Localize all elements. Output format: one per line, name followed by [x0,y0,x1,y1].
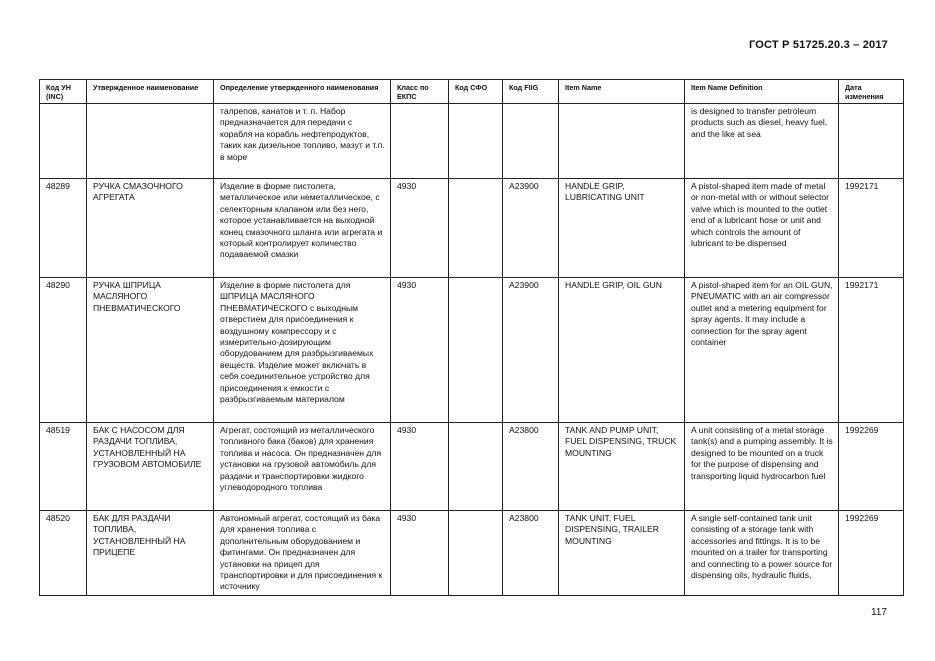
cell-definition-ru: Изделие в форме пистолета, металлическое или неметаллическое, с селекторным клапаном или без него, которое устанавливается на выходной конец смазочного шланга или агрегата и который контролирует количество подаваемой смазки [214,179,391,278]
cell-ekps: 4930 [391,423,449,511]
cell-date [839,104,904,179]
cell-name-ru [87,104,214,179]
cell-fiig: A23900 [503,179,559,278]
cell-date: 1992269 [839,511,904,596]
cell-definition-ru: Агрегат, состоящий из металлического топливного бака (баков) для хранения топлива и насоса. Он предназначен для установки на грузовой автомобиль для раздачи и транспортировки жидкого углеводородного топлива [214,423,391,511]
cell-item-definition: A single self-contained tank unit consisting of a storage tank with accessories and fittings. It is to be mounted on a trailer for transporting and connecting to a power source for dispensing oils, hydraulic fluids, [685,511,839,596]
cell-item-name: HANDLE GRIP, OIL GUN [559,278,685,423]
cell-definition-ru: Изделие в форме пистолета для ШПРИЦА МАСЛЯНОГО ПНЕВМАТИЧЕСКОГО с выходным отверстием для присоединения к воздушному компрессору и с измерительно-дозирующим оборудованием для разбрызгиваемых веществ. Изделие может включать в себя соединительное устройство для присоединения к емкости с разбрызгиваемым материалом [214,278,391,423]
cell-inc: 48289 [40,179,87,278]
cell-item-definition: A pistol-shaped item for an OIL GUN, PNEUMATIC with an air compressor outlet and a metering equipment for spray agents. It may include a connection for the spray agent container [685,278,839,423]
cell-fiig: A23900 [503,278,559,423]
cell-fiig: A23800 [503,511,559,596]
column-header-item-definition: Item Name Definition [685,80,839,104]
cell-ekps: 4930 [391,511,449,596]
table-row [40,179,904,278]
cell-ekps [391,104,449,179]
cell-inc: 48520 [40,511,87,596]
cell-date: 1992171 [839,179,904,278]
cell-date: 1992171 [839,278,904,423]
document-code: ГОСТ Р 51725.20.3 – 2017 [748,39,888,51]
cell-name-ru: РУЧКА ШПРИЦА МАСЛЯНОГО ПНЕВМАТИЧЕСКОГО [87,278,214,423]
cell-sfo [449,423,503,511]
cell-sfo [449,104,503,179]
cell-inc: 48290 [40,278,87,423]
cell-item-definition: A unit consisting of a metal storage tank(s) and a pumping assembly. It is designed to be mounted on a truck for the purpose of dispensing and transporting liquid hydrocarbon fuel [685,423,839,511]
cell-name-ru: РУЧКА СМАЗОЧНОГО АГРЕГАТА [87,179,214,278]
table-row [40,511,904,596]
cell-inc [40,104,87,179]
cell-item-name: TANK UNIT, FUEL DISPENSING, TRAILER MOUNTING [559,511,685,596]
cell-item-name: TANK AND PUMP UNIT, FUEL DISPENSING, TRUCK MOUNTING [559,423,685,511]
cell-name-ru: БАК ДЛЯ РАЗДАЧИ ТОПЛИВА, УСТАНОВЛЕННЫЙ НА ПРИЦЕПЕ [87,511,214,596]
cell-name-ru: БАК С НАСОСОМ ДЛЯ РАЗДАЧИ ТОПЛИВА, УСТАНОВЛЕННЫЙ НА ГРУЗОВОМ АВТОМОБИЛЕ [87,423,214,511]
cell-date: 1992269 [839,423,904,511]
cell-sfo [449,179,503,278]
column-header-name-ru: Утвержденное наименование [87,80,214,104]
cell-definition-ru: талрепов, канатов и т. п. Набор предназначается для передачи с корабля на корабль нефтепродуктов, таких как дизельное топливо, мазут и т.п. в море [214,104,391,179]
cell-fiig [503,104,559,179]
column-header-fiig: Код FIIG [503,80,559,104]
table-header-row [40,80,904,104]
table-row [40,278,904,423]
page-number: 117 [871,607,887,618]
column-header-inc: Код УН (INC) [40,80,87,104]
cell-ekps: 4930 [391,179,449,278]
table-row [40,104,904,179]
cell-item-name: HANDLE GRIP, LUBRICATING UNIT [559,179,685,278]
cell-inc: 48519 [40,423,87,511]
cell-sfo [449,278,503,423]
cell-sfo [449,511,503,596]
column-header-sfo: Код СФО [449,80,503,104]
cell-fiig: A23800 [503,423,559,511]
cell-item-definition: A pistol-shaped item made of metal or non-metal with or without selector valve which is mounted to the outlet end of a lubricant hose or unit and which controls the amount of lubricant to be dispensed [685,179,839,278]
column-header-definition-ru: Определение утвержденного наименования [214,80,391,104]
cell-definition-ru: Автономный агрегат, состоящий из бака для хранения топлива с дополнительным оборудованием и фитингами. Он предназначен для установки на прицеп для транспортировки и для присоединения к источнику [214,511,391,596]
column-header-date: Дата изменения [839,80,904,104]
column-header-item-name: Item Name [559,80,685,104]
table-row [40,423,904,511]
column-header-ekps: Класс по ЕКПС [391,80,449,104]
cell-ekps: 4930 [391,278,449,423]
catalog-table [39,79,904,596]
cell-item-name [559,104,685,179]
cell-item-definition: is designed to transfer petroleum products such as diesel, heavy fuel, and the like at sea [685,104,839,179]
